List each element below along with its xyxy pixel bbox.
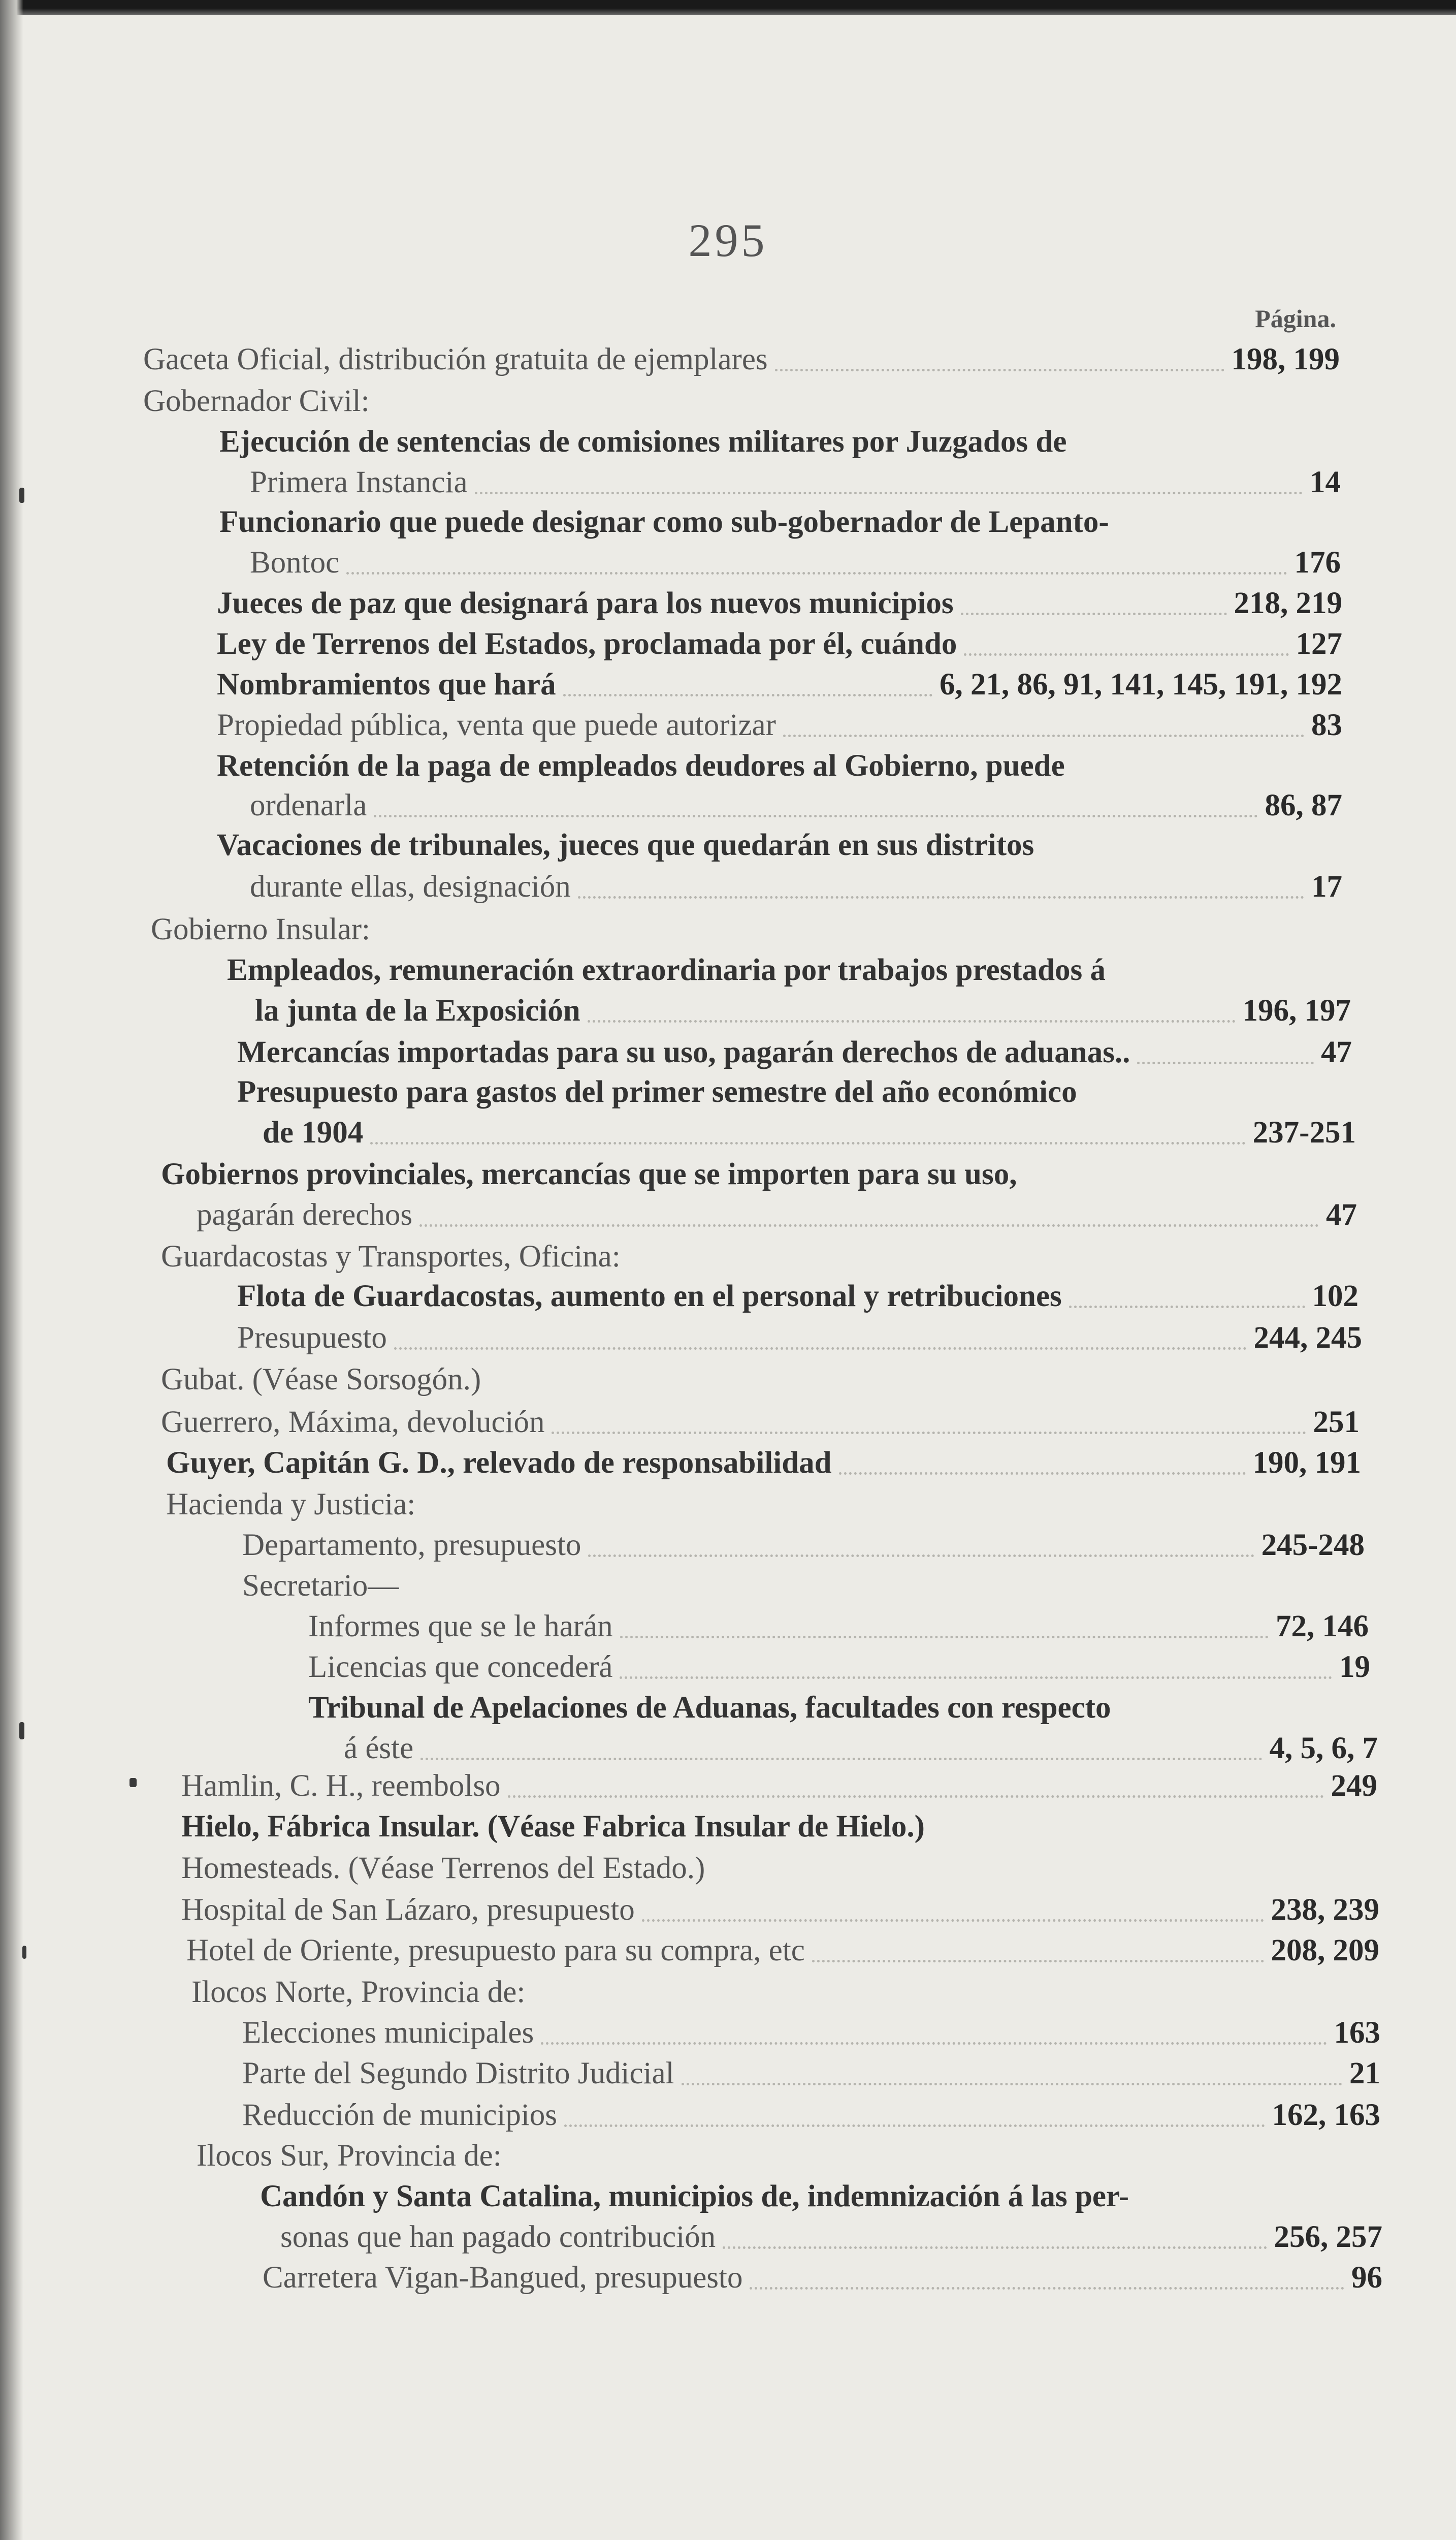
index-entry-text: Vacaciones de tribunales, jueces que quedarán en sus distritos — [217, 828, 1034, 862]
index-entry-pages: 6, 21, 86, 91, 141, 145, 191, 192 — [940, 668, 1342, 702]
index-entry-pages: 17 — [1311, 870, 1342, 904]
index-entry-pages: 127 — [1296, 627, 1342, 661]
index-entry-text: Tribunal de Apelaciones de Aduanas, facultades con respecto — [308, 1691, 1111, 1725]
index-entry-text: pagarán derechos — [197, 1198, 413, 1232]
index-entry-text: Hielo, Fábrica Insular. (Véase Fabrica Insular de Hielo.) — [181, 1809, 925, 1844]
index-entry-pages: 83 — [1311, 708, 1342, 742]
dot-leader — [775, 369, 1224, 371]
index-entry — [0, 1890, 1456, 1935]
index-entry-pages: 47 — [1326, 1198, 1357, 1232]
index-entry-text: Guyer, Capitán G. D., relevado de responsabilidad — [166, 1446, 832, 1480]
page-number: 295 — [688, 214, 768, 266]
index-entry — [0, 1236, 1456, 1282]
index-entry-text: Carretera Vigan-Bangued, presupuesto — [263, 2261, 743, 2295]
index-entry-pages: 163 — [1334, 2016, 1380, 2050]
index-entry — [0, 2176, 1456, 2222]
index-entry-pages: 251 — [1313, 1405, 1360, 1439]
dot-leader — [750, 2287, 1344, 2290]
index-entry-pages: 238, 239 — [1271, 1893, 1379, 1927]
index-entry-text: Parte del Segundo Distrito Judicial — [242, 2056, 674, 2090]
dot-leader — [420, 1758, 1262, 1760]
index-entry-text: Ley de Terrenos del Estados, proclamada por él, cuándo — [217, 627, 957, 661]
index-entry-text: durante ellas, designación — [250, 870, 571, 904]
index-entry — [0, 1606, 1456, 1652]
index-entry-text: Guerrero, Máxima, devolución — [161, 1405, 545, 1439]
index-entry-text: Hacienda y Justicia: — [166, 1487, 416, 1521]
index-entry — [0, 1032, 1456, 1078]
dot-leader — [812, 1960, 1264, 1962]
dot-leader — [839, 1472, 1246, 1475]
dot-leader — [564, 2124, 1265, 2127]
index-entry — [0, 1072, 1456, 1118]
index-entry-pages: 102 — [1312, 1279, 1358, 1313]
index-entry-pages: 96 — [1351, 2261, 1382, 2295]
dot-leader — [620, 1676, 1332, 1679]
index-entry — [0, 381, 1456, 427]
dot-leader — [370, 1142, 1245, 1145]
index-entry-pages: 249 — [1331, 1769, 1377, 1803]
index-entry — [0, 462, 1456, 508]
index-entry-text: Presupuesto — [237, 1321, 387, 1355]
index-entry — [0, 909, 1456, 955]
index-entry-pages: 256, 257 — [1274, 2220, 1382, 2254]
page-top-edge — [0, 0, 1456, 15]
index-entry — [0, 664, 1456, 710]
dot-leader — [682, 2083, 1343, 2085]
dot-leader — [374, 815, 1257, 817]
index-entry-pages: 244, 245 — [1253, 1321, 1362, 1355]
index-entry — [0, 825, 1456, 871]
index-entry — [0, 950, 1456, 996]
index-entry — [0, 1154, 1456, 1200]
index-entry — [0, 1359, 1456, 1405]
dot-leader — [552, 1432, 1306, 1434]
dot-leader — [419, 1224, 1319, 1227]
index-entry — [0, 991, 1456, 1036]
index-entry-pages: 218, 219 — [1234, 586, 1342, 620]
index-entry — [0, 422, 1456, 467]
index-entry-pages: 176 — [1294, 546, 1341, 580]
index-entry-pages: 21 — [1349, 2056, 1380, 2090]
index-entry-text: Bontoc — [250, 546, 340, 580]
dot-leader — [642, 1919, 1264, 1922]
index-entry-text: Licencias que concederá — [308, 1650, 613, 1684]
index-entry — [0, 1806, 1456, 1852]
dot-leader — [1137, 1062, 1314, 1064]
index-entry — [0, 1443, 1456, 1488]
dot-leader — [541, 2042, 1326, 2045]
index-entry-text: Gobierno Insular: — [151, 912, 370, 946]
index-entry — [0, 583, 1456, 629]
index-entry-text: Nombramientos que hará — [217, 668, 556, 702]
index-entry-text: Propiedad pública, venta que puede autorizar — [217, 708, 776, 742]
dot-leader — [588, 1554, 1254, 1557]
dot-leader — [508, 1795, 1324, 1798]
dot-leader — [394, 1347, 1247, 1350]
index-entry — [0, 1195, 1456, 1241]
index-entry — [0, 2013, 1456, 2058]
index-entry — [0, 1930, 1456, 1976]
index-entry-text: Empleados, remuneración extraordinaria por trabajos prestados á — [227, 953, 1106, 987]
dot-leader — [563, 694, 932, 696]
dot-leader — [578, 896, 1304, 899]
index-entry-text: Hotel de Oriente, presupuesto para su compra, etc — [186, 1933, 805, 1967]
index-entry-text: Gobernador Civil: — [143, 384, 370, 418]
dot-leader — [964, 653, 1288, 656]
dot-leader — [588, 1020, 1236, 1023]
dot-leader — [620, 1636, 1269, 1638]
index-entry-text: Presupuesto para gastos del primer semestre del año económico — [237, 1075, 1077, 1109]
index-entry — [0, 746, 1456, 791]
index-entry-pages: 198, 199 — [1231, 342, 1340, 376]
index-entry — [0, 1848, 1456, 1894]
index-entry — [0, 1972, 1456, 2018]
index-entry-text: Primera Instancia — [250, 465, 468, 499]
index-entry-text: Gaceta Oficial, distribución gratuita de ejemplares — [143, 342, 768, 376]
index-entry-text: Reducción de municipios — [242, 2098, 558, 2132]
index-entry — [0, 2053, 1456, 2099]
index-entry — [0, 1318, 1456, 1363]
index-entry-text: Flota de Guardacostas, aumento en el personal y retribuciones — [237, 1279, 1062, 1313]
index-entry-text: Ejecución de sentencias de comisiones militares por Juzgados de — [219, 425, 1067, 459]
index-entry — [0, 2136, 1456, 2181]
index-entry — [0, 502, 1456, 548]
index-entry-text: á éste — [344, 1731, 414, 1765]
index-entry-text: Ilocos Norte, Provincia de: — [191, 1975, 526, 2009]
index-entry-pages: 196, 197 — [1242, 994, 1351, 1028]
index-entry-text: Funcionario que puede designar como sub-gobernador de Lepanto- — [219, 505, 1109, 539]
index-entry — [0, 1276, 1456, 1322]
index-entry-text: Departamento, presupuesto — [242, 1528, 581, 1562]
index-entry-text: ordenarla — [250, 788, 367, 822]
index-entry — [0, 705, 1456, 751]
index-entry-text: Informes que se le harán — [308, 1609, 613, 1643]
page-column-header: Página. — [1255, 304, 1336, 333]
index-entry — [0, 1402, 1456, 1448]
index-entry-pages: 47 — [1321, 1035, 1352, 1069]
index-entry-pages: 208, 209 — [1271, 1933, 1379, 1967]
index-entry-pages: 245-248 — [1261, 1528, 1365, 1562]
index-entry — [0, 1484, 1456, 1530]
index-entry-pages: 72, 146 — [1276, 1609, 1369, 1643]
index-entry-text: Gobiernos provinciales, mercancías que se importen para su uso, — [161, 1157, 1017, 1191]
index-entry-text: Secretario— — [242, 1569, 399, 1603]
index-entry — [0, 2095, 1456, 2141]
index-entry-text: Jueces de paz que designará para los nuevos municipios — [217, 586, 954, 620]
index-entry — [0, 1113, 1456, 1158]
index-entry-text: Gubat. (Véase Sorsogón.) — [161, 1362, 481, 1396]
index-entry-text: de 1904 — [263, 1116, 364, 1150]
index-entry — [0, 339, 1456, 385]
index-entry-text: Retención de la paga de empleados deudores al Gobierno, puede — [217, 749, 1065, 783]
index-entry — [0, 1525, 1456, 1571]
dot-leader — [1069, 1306, 1305, 1308]
index-entry — [0, 2258, 1456, 2303]
dot-leader — [346, 572, 1287, 575]
dot-leader — [723, 2246, 1267, 2249]
dot-leader — [783, 735, 1304, 737]
index-entry — [0, 785, 1456, 831]
index-entry — [0, 1688, 1456, 1733]
index-entry-text: Candón y Santa Catalina, municipios de, indemnización á las per- — [260, 2179, 1129, 2213]
index-entry-pages: 19 — [1339, 1650, 1370, 1684]
index-entry — [0, 1566, 1456, 1611]
index-entry — [0, 2217, 1456, 2263]
index-entry-text: Mercancías importadas para su uso, pagarán derechos de aduanas.. — [237, 1035, 1130, 1069]
index-entry — [0, 543, 1456, 588]
index-entry — [0, 1766, 1456, 1812]
index-entry-text: Hamlin, C. H., reembolso — [181, 1769, 501, 1803]
index-entry-text: Homesteads. (Véase Terrenos del Estado.) — [181, 1851, 705, 1885]
dot-leader — [475, 492, 1303, 494]
index-entry-pages: 14 — [1310, 465, 1341, 499]
index-entry-text: Elecciones municipales — [242, 2016, 534, 2050]
index-entry-text: sonas que han pagado contribución — [280, 2220, 716, 2254]
index-entry-text: la junta de la Exposición — [255, 994, 580, 1028]
index-entry-pages: 4, 5, 6, 7 — [1269, 1731, 1378, 1765]
index-entry — [0, 1647, 1456, 1693]
index-entry-pages: 190, 191 — [1252, 1446, 1361, 1480]
index-entry — [0, 624, 1456, 670]
index-entry-pages: 162, 163 — [1272, 2098, 1380, 2132]
index-entry-text: Hospital de San Lázaro, presupuesto — [181, 1893, 635, 1927]
index-entry — [0, 867, 1456, 912]
index-entry-pages: 86, 87 — [1265, 788, 1342, 822]
dot-leader — [961, 613, 1227, 615]
index-entry-text: Ilocos Sur, Provincia de: — [197, 2139, 502, 2173]
index-entry-text: Guardacostas y Transportes, Oficina: — [161, 1240, 621, 1274]
index-entry-pages: 237-251 — [1252, 1116, 1356, 1150]
